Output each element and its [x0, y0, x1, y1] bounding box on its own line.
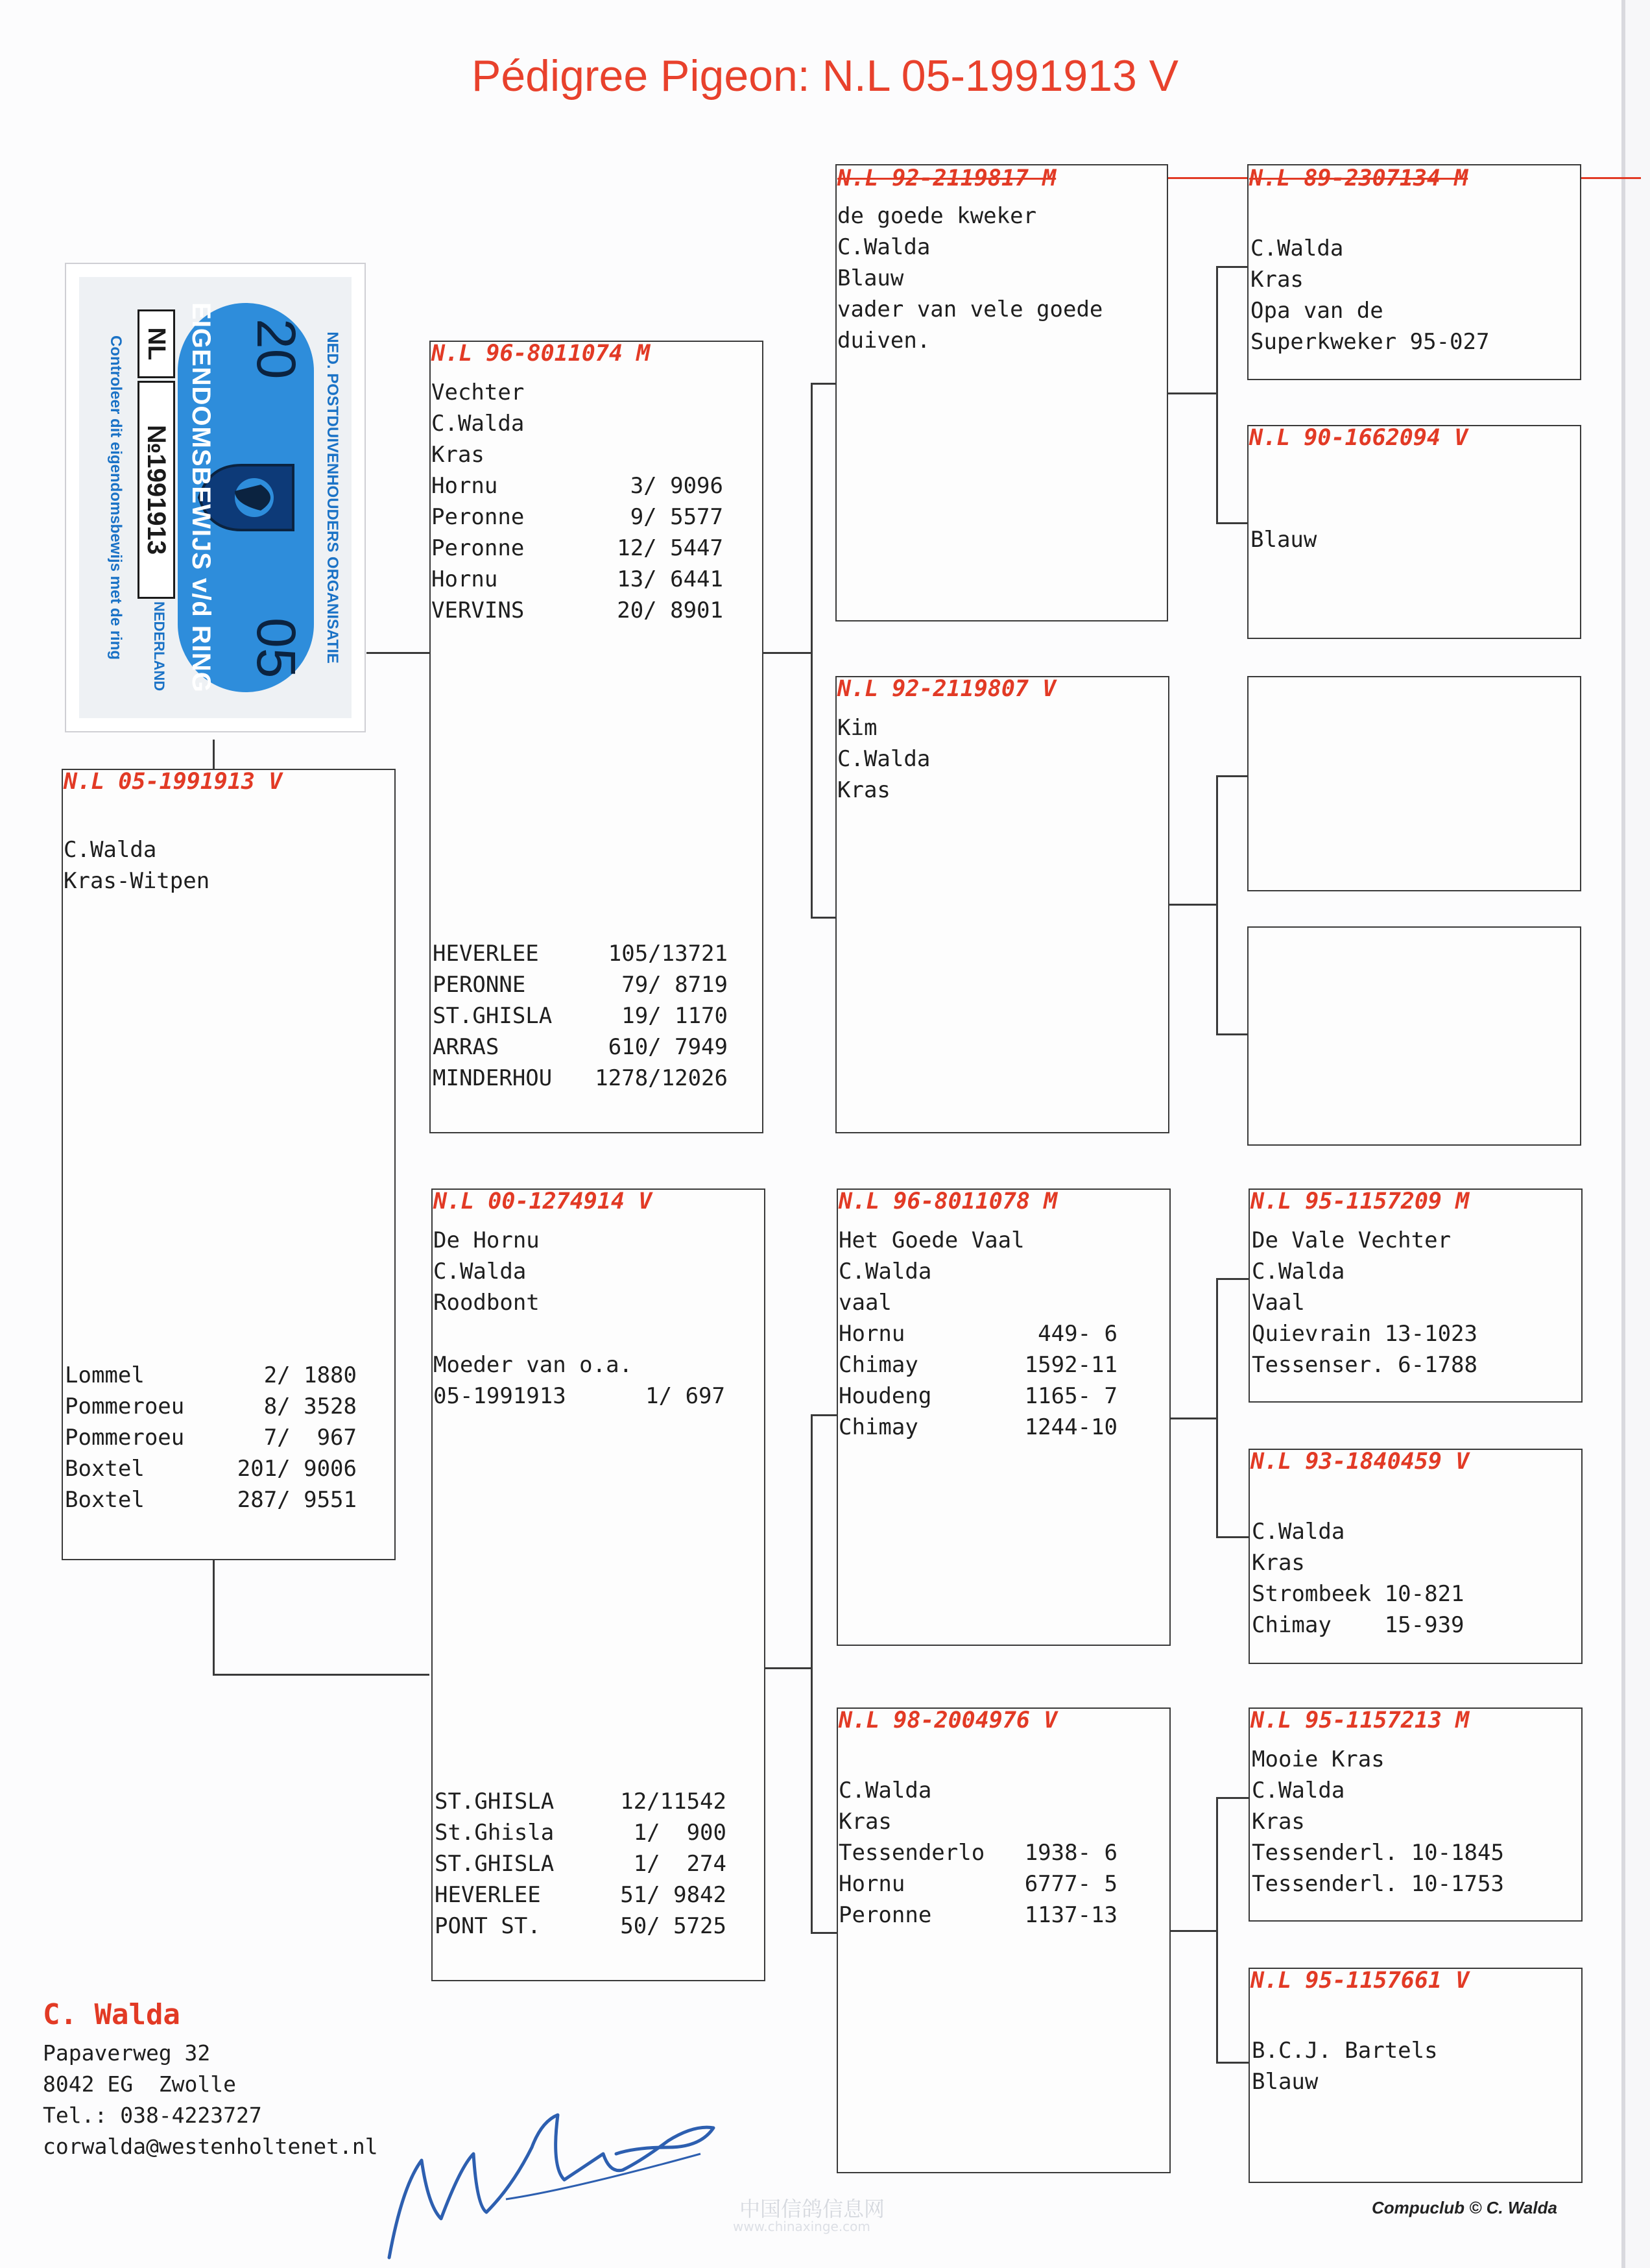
result-row: [839, 1352, 1118, 1378]
race-name: Peronne: [431, 535, 525, 561]
race-result: 50/ 5725: [620, 1913, 726, 1939]
connector: [1216, 1033, 1249, 1035]
certificate-heading: EIGENDOMSBEWIJS v/d RING: [187, 302, 215, 693]
signature-icon: [363, 2057, 726, 2264]
certificate-country-code: NL: [138, 309, 175, 378]
pigeon-line: Kim: [837, 715, 878, 741]
race-name: Chimay: [839, 1352, 918, 1378]
pigeon-line: Kras-Witpen: [64, 868, 210, 894]
race-name: Peronne: [431, 504, 525, 530]
certificate-notice: Controleer dit eigendomsbewijs met de ring: [107, 335, 125, 660]
connector: [1216, 2062, 1249, 2064]
pigeon-line: Blauw: [837, 265, 904, 291]
pigeon-note: Moeder van o.a.: [433, 1352, 633, 1378]
pigeon-line: C.Walda: [431, 411, 525, 437]
certificate-country: NEDERLAND: [151, 601, 167, 692]
pigeon-line: Kras: [431, 442, 484, 468]
ring-number: N.L 00-1274914 V: [433, 1188, 652, 1214]
race-name: Lommel: [65, 1362, 145, 1388]
connector: [366, 652, 429, 654]
pigeon-card-fmf: [1247, 676, 1581, 891]
pigeon-line: Kras: [839, 1809, 892, 1835]
connector: [1167, 904, 1216, 906]
pigeon-line: C.Walda: [1252, 1778, 1345, 1804]
connector: [1216, 775, 1218, 1035]
race-result: 12/ 5447: [617, 535, 723, 561]
race-result: 9/ 5577: [630, 504, 723, 530]
pigeon-line: Tessenser. 6-1788: [1252, 1352, 1477, 1378]
race-name: PERONNE: [433, 972, 526, 998]
pigeon-line: Tessenderl. 10-1753: [1252, 1871, 1504, 1897]
result-row: [65, 1425, 357, 1451]
connector: [1216, 775, 1249, 777]
race-result: 6777- 5: [1024, 1871, 1118, 1897]
race-name: Boxtel: [65, 1487, 145, 1513]
pigeon-line: C.Walda: [64, 837, 157, 863]
breeder-city: 8042 EG Zwolle: [43, 2071, 237, 2097]
pigeon-line: vader van vele goede: [837, 296, 1103, 322]
pigeon-line: Roodbont: [433, 1290, 540, 1316]
connector: [1167, 392, 1216, 394]
connector: [1216, 1797, 1249, 1799]
race-result: 12/11542: [620, 1789, 726, 1815]
pigeon-line: duiven.: [837, 328, 931, 354]
race-name: St.Ghisla: [435, 1820, 555, 1846]
race-name: HEVERLEE: [435, 1882, 541, 1908]
race-name: HEVERLEE: [433, 941, 539, 967]
pigeon-line: Het Goede Vaal: [839, 1227, 1025, 1253]
page-title: Pédigree Pigeon: N.L 05-1991913 V: [471, 51, 1179, 101]
pigeon-line: Vaal: [1252, 1290, 1305, 1316]
pigeon-line: Tessenderl. 10-1845: [1252, 1840, 1504, 1866]
connector: [1216, 522, 1249, 524]
ring-number: N.L 95-1157213 M: [1250, 1707, 1470, 1733]
pigeon-line: Vechter: [431, 380, 525, 405]
watermark: 中国信鸽信息网: [739, 2197, 885, 2221]
connector: [811, 1414, 837, 1416]
pigeon-line: Opa van de: [1250, 298, 1383, 324]
result-row: [431, 473, 723, 499]
race-result: 1165- 7: [1024, 1383, 1118, 1409]
race-result: 20/ 8901: [617, 597, 723, 623]
pigeon-line: Quievrain 13-1023: [1252, 1321, 1477, 1347]
pigeon-line: C.Walda: [839, 1259, 932, 1285]
race-result: 449- 6: [1038, 1321, 1118, 1347]
pigeon-line: Kras: [1252, 1809, 1305, 1835]
result-row: [433, 1003, 728, 1029]
pigeon-line: C.Walda: [433, 1259, 527, 1285]
pigeon-line: Strombeek 10-821: [1252, 1581, 1465, 1607]
race-name: PONT ST.: [435, 1913, 541, 1939]
race-result: 8/ 3528: [263, 1393, 357, 1419]
pigeon-line: Kras: [837, 777, 891, 803]
connector: [1216, 1536, 1249, 1538]
ring-number: N.L 95-1157661 V: [1250, 1968, 1470, 1994]
race-name: Hornu: [431, 566, 498, 592]
result-row: [431, 504, 723, 530]
connector: [1167, 1930, 1216, 1932]
result-row: [435, 1882, 726, 1908]
pigeon-line: C.Walda: [837, 234, 931, 260]
pigeon-line: Kras: [1250, 267, 1304, 293]
race-name: ARRAS: [433, 1034, 499, 1060]
race-name: VERVINS: [431, 597, 525, 623]
race-name: Pommeroeu: [65, 1393, 185, 1419]
race-name: Houdeng: [839, 1383, 932, 1409]
pigeon-line: C.Walda: [1250, 235, 1344, 261]
race-result: 79/ 8719: [621, 972, 728, 998]
result-row: [435, 1851, 726, 1877]
race-name: MINDERHOU: [433, 1065, 553, 1091]
connector: [811, 1932, 837, 1934]
certificate-year-left: 20: [246, 319, 307, 380]
breeder-name: C. Walda: [43, 1998, 180, 2031]
result-row: [839, 1383, 1118, 1409]
race-name: Pommeroeu: [65, 1425, 185, 1451]
connector: [811, 917, 835, 919]
ring-number: N.L 92-2119807 V: [837, 676, 1057, 702]
result-row: [435, 1913, 726, 1939]
connector: [1216, 1278, 1218, 1538]
ring-number: N.L 90-1662094 V: [1249, 425, 1468, 451]
race-result: 1137-13: [1024, 1902, 1118, 1928]
connector: [1216, 266, 1218, 522]
connector: [811, 383, 835, 385]
pigeon-line: B.C.J. Bartels: [1252, 2038, 1438, 2064]
pigeon-line: De Vale Vechter: [1252, 1227, 1452, 1253]
breeder-street: Papaverweg 32: [43, 2040, 211, 2066]
pigeon-line: Mooie Kras: [1252, 1746, 1385, 1772]
race-result: 2/ 1880: [263, 1362, 357, 1388]
race-result: 51/ 9842: [620, 1882, 726, 1908]
certificate-organisation: NED. POSTDUIVENHOUDERS ORGANISATIE: [324, 332, 341, 664]
connector: [811, 383, 813, 918]
certificate-number: №1991913: [138, 381, 175, 599]
pigeon-card-fm: [835, 676, 1169, 1133]
result-row: [433, 941, 728, 967]
race-name: ST.GHISLA: [433, 1003, 553, 1029]
race-result: 1/ 697: [645, 1383, 725, 1409]
pigeon-line: Superkweker 95-027: [1250, 329, 1490, 355]
ring-number: N.L 92-2119817 M: [837, 165, 1057, 191]
race-name: Tessenderlo: [839, 1840, 985, 1866]
result-row: [431, 597, 723, 623]
race-result: 1592-11: [1024, 1352, 1118, 1378]
result-row: [433, 972, 728, 998]
ring-number: N.L 93-1840459 V: [1250, 1449, 1470, 1475]
connector: [1216, 266, 1249, 268]
connector: [1216, 1797, 1218, 2063]
result-row: [65, 1393, 357, 1419]
ring-number: N.L 96-8011074 M: [431, 341, 651, 367]
pigeon-line: C.Walda: [1252, 1519, 1345, 1545]
race-name: Hornu: [839, 1871, 905, 1897]
result-row: [435, 1789, 726, 1815]
pigeon-card-ff: [835, 164, 1168, 621]
race-result: 19/ 1170: [621, 1003, 728, 1029]
watermark-url: www.chinaxinge.com: [733, 2219, 870, 2234]
ownership-certificate: [65, 263, 366, 732]
race-result: 13/ 6441: [617, 566, 723, 592]
connector: [762, 1667, 811, 1669]
ring-number: N.L 96-8011078 M: [839, 1188, 1058, 1214]
footer-credit: Compuclub © C. Walda: [1372, 2198, 1557, 2217]
race-name: Hornu: [431, 473, 498, 499]
race-result: 287/ 9551: [237, 1487, 357, 1513]
race-result: 1244-10: [1024, 1414, 1118, 1440]
pigeon-line: de goede kweker: [837, 203, 1037, 229]
result-row: [65, 1362, 357, 1388]
pigeon-line: Blauw: [1252, 2069, 1319, 2095]
result-row: [431, 535, 723, 561]
result-row: [65, 1456, 357, 1482]
result-row: [839, 1414, 1118, 1440]
pigeon-line: C.Walda: [1252, 1259, 1345, 1285]
certificate-card: [79, 277, 352, 718]
race-name: ST.GHISLA: [435, 1789, 555, 1815]
race-result: 1/ 900: [633, 1820, 726, 1846]
connector: [213, 740, 215, 769]
result-row: [433, 1065, 728, 1091]
race-result: 201/ 9006: [237, 1456, 357, 1482]
race-result: 610/ 7949: [608, 1034, 728, 1060]
connector: [1167, 1418, 1216, 1419]
race-result: 3/ 9096: [630, 473, 723, 499]
connector: [213, 1674, 429, 1676]
pigeon-line: Blauw: [1250, 527, 1317, 553]
race-name: Peronne: [839, 1902, 932, 1928]
pigeon-line: C.Walda: [837, 746, 931, 772]
race-result: 105/13721: [608, 941, 728, 967]
breeder-phone: Tel.: 038-4223727: [43, 2103, 262, 2128]
connector: [213, 1557, 215, 1674]
race-result: 1278/12026: [595, 1065, 728, 1091]
ring-number: N.L 89-2307134 M: [1249, 165, 1468, 191]
result-row: [433, 1034, 728, 1060]
race-name: ST.GHISLA: [435, 1851, 555, 1877]
pigeon-line: C.Walda: [839, 1778, 932, 1804]
race-result: 7/ 967: [263, 1425, 357, 1451]
result-row: [433, 1383, 725, 1409]
result-row: [65, 1487, 357, 1513]
connector: [811, 1414, 813, 1933]
ring-number: N.L 05-1991913 V: [64, 769, 283, 795]
certificate-content: [86, 290, 345, 705]
pigeon-line: Chimay 15-939: [1252, 1612, 1465, 1638]
result-row: [839, 1871, 1118, 1897]
pigeon-line: vaal: [839, 1290, 892, 1316]
race-name: Boxtel: [65, 1456, 145, 1482]
connector: [1216, 1278, 1249, 1280]
ring-number: N.L 95-1157209 M: [1250, 1188, 1470, 1214]
result-row: [431, 566, 723, 592]
pigeon-line: Kras: [1252, 1550, 1305, 1576]
race-name: Chimay: [839, 1414, 918, 1440]
result-row: [839, 1321, 1118, 1347]
ring-number: N.L 98-2004976 V: [839, 1707, 1058, 1733]
race-result: 1/ 274: [633, 1851, 726, 1877]
result-row: [435, 1820, 726, 1846]
pigeon-line: De Hornu: [433, 1227, 540, 1253]
result-row: [839, 1840, 1118, 1866]
breeder-email: corwalda@westenholtenet.nl: [43, 2134, 378, 2159]
connector: [762, 652, 811, 654]
result-row: [839, 1902, 1118, 1928]
race-name: Hornu: [839, 1321, 905, 1347]
pigeon-card-fmm: [1247, 926, 1581, 1146]
race-name: 05-1991913: [433, 1383, 566, 1409]
race-result: 1938- 6: [1024, 1840, 1118, 1866]
certificate-year-right: 05: [246, 618, 307, 679]
